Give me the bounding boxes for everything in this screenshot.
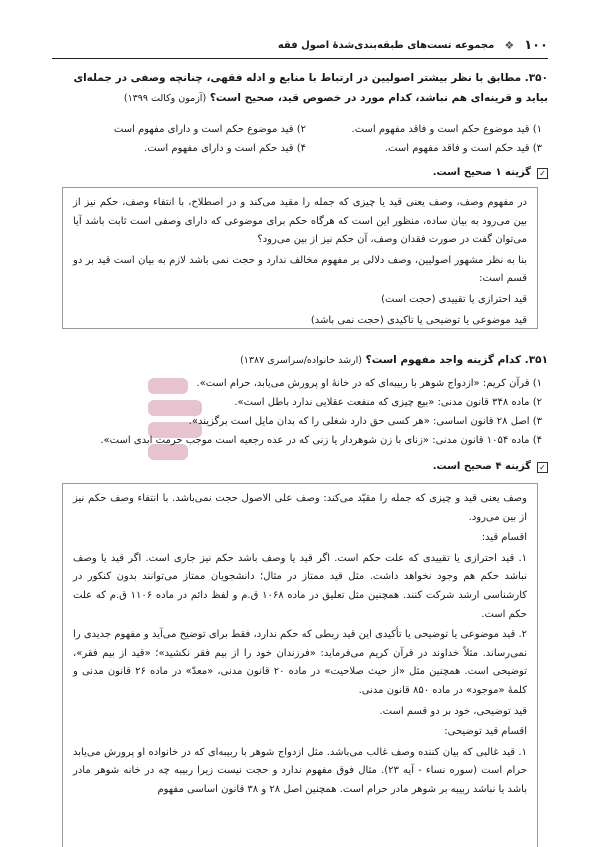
explanation-box-350 [62, 187, 538, 329]
question-350 [52, 68, 548, 109]
explanation-paragraph: قید موضوعی یا توضیحی یا تاکیدی (حجت نمی باشد) [310, 314, 527, 326]
running-header [212, 36, 548, 54]
question-number: ۳۵۰. [524, 72, 548, 84]
option-3: ۳) قید حکم است و فاقد مفهوم است. [384, 143, 542, 154]
explanation-paragraph: ۱. قید احترازی یا تقییدی که علت حکم است. اگر قید یا وصف باشد حکم نیز جاری است. اگر قید یا وصف نباشد حکم هم وجود نخواهد داشت. مثل قید ممتاز در مثال؛ دانشجویان ممتاز می‌توانند بدون کنکور در کارشناسی ارشد شرکت کنند. همچنین مثل تعلیق در ماده ۱۰۶۸ ق.م و لفظ دائم در ماده ۱۱۰۶ ق.م که علت حکم است. [73, 552, 527, 620]
checkbox-icon: ✓ [537, 168, 548, 179]
option-2: ۲) ماده ۳۴۸ قانون مدنی: «بیع چیزی که منفعت عقلایی ندارد باطل است». [234, 397, 542, 408]
explanation-paragraph: وصف یعنی قید و چیزی که جمله را مقیّد می‌کند: وصف علی الاصول حجت نمی‌باشد. با انتفاء وصف حکم نیز از بین می‌رود. [73, 493, 527, 523]
explanation-paragraph: قید احترازی یا تقییدی (حجت است) [381, 293, 527, 305]
answer-text: گزینه ۱ صحیح است. [432, 167, 531, 178]
answer-350 [52, 164, 548, 182]
explanation-paragraph: بنا به نظر مشهور اصولیین، وصف دلالی بر مفهوم مخالف ندارد و حجت نمی باشد لازم به بیان است قید بر دو قسم است: [73, 254, 527, 285]
explanation-paragraph: ۱. قید غالبی که بیان کننده وصف غالب می‌باشد. مثل ازدواج شوهر با ربیبه‌ای که در خانواده او پرورش می‌یابد حرام است (سوره نساء - آیه ۲۳). مثال فوق مفهوم ندارد و حجت نیست زیرا ربیبه چه در خانه شوهر مادر باشد یا نباشد ربیبه بر شوهر مادر حرام است. همچنین اصل ۲۸ و ۳۸ قانون اساسی مفهوم [73, 746, 527, 795]
explanation-paragraph: در مفهوم وصف، وصف یعنی قید یا چیزی که جمله را مقید می‌کند و در اصطلاح، با انتفاء وصف، حکم نیز از بین می‌رود به بیان ساده، منظور این است که هرگاه حکم برای موضوعی که دارای وصفی است ثابت باشد آیا می‌توان گفت در صورت فقدان وصف، آن حکم نیز از بین می‌رود؟ [73, 197, 527, 246]
checkbox-icon: ✓ [537, 462, 548, 473]
header-divider [52, 58, 548, 59]
book-title: مجموعه تست‌های طبقه‌بندی‌شدهٔ اصول فقه [277, 39, 495, 51]
answer-text: گزینه ۴ صحیح است. [432, 461, 531, 472]
option-4: ۴) ماده ۱۰۵۴ قانون مدنی: «زنای با زن شوهردار یا زنی که در عده رجعیه است موجب حرمت ابدی است». [100, 435, 542, 446]
answer-351 [52, 458, 548, 476]
explanation-box-351 [62, 483, 538, 847]
explanation-paragraph: اقسام قید: [481, 532, 527, 544]
explanation-paragraph: اقسام قید توضیحی: [444, 726, 527, 738]
page-number: ۱۰۰ [524, 37, 548, 53]
option-2: ۲) قید موضوع حکم است و دارای مفهوم است [113, 124, 306, 135]
question-source: (آزمون وکالت ۱۳۹۹) [123, 93, 207, 104]
question-number: ۳۵۱. [524, 354, 548, 366]
question-text: کدام گزینه واجد مفهوم است؟ [365, 354, 522, 366]
option-1: ۱) قید موضوع حکم است و فاقد مفهوم است. [351, 124, 542, 135]
option-1: ۱) قرآن کریم: «ازدواج شوهر با ربیبه‌ای که در خانهٔ او پرورش می‌یابد، حرام است». [196, 378, 542, 389]
question-text: مطابق با نظر بیشتر اصولیین در ارتباط با منابع و ادله فقهی، چنانچه وصفی در جمله‌ای بیاید و قرینه‌ای هم نباشد، کدام مورد در خصوص قید، صحیح است؟ [73, 72, 548, 104]
question-source: (ارشد خانواده/سراسری ۱۳۸۷) [240, 355, 362, 366]
diamond-ornament-icon: ❖ [504, 38, 515, 52]
option-3: ۳) اصل ۲۸ قانون اساسی: «هر کسی حق دارد شغلی را که بدان مایل است برگزیند». [188, 416, 542, 427]
options-350 [52, 120, 542, 158]
explanation-paragraph: قید توضیحی، خود بر دو قسم است. [379, 705, 527, 717]
question-351 [52, 350, 548, 371]
explanation-paragraph: ۲. قید موضوعی یا توضیحی یا تأکیدی این قید ربطی که حکم ندارد، فقط برای توضیح می‌آید و مفهوم جدیدی را نمی‌رساند. مثلاً خداوند در قرآن کریم می‌فرماید: «فرزندان خود را از بیم فقر نکشید»؛ «قید از بیم فقر»، توضیحی است. همچنین مثل «از حیث صلاحیت» در ماده ۲۰ قانون مدنی، «معدّ» در ماده ۲۶ قانون مدنی و کلمهٔ «موجود» در ماده ۸۵۰ قانون مدنی. [73, 629, 527, 696]
options-351 [52, 374, 542, 450]
option-4: ۴) قید حکم است و دارای مفهوم است. [144, 143, 306, 154]
